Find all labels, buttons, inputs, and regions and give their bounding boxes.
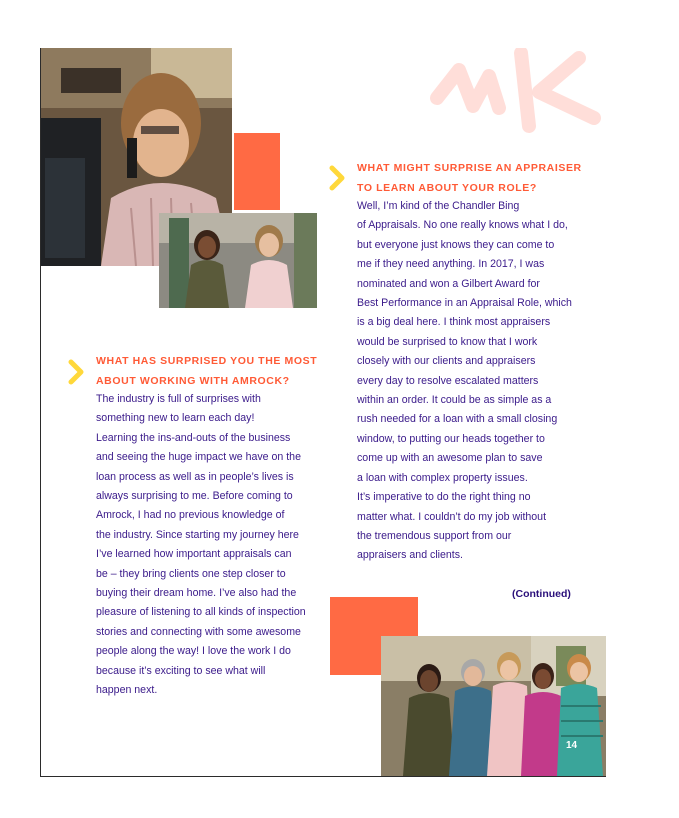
section-right-body: Well, I’m kind of the Chandler Bing of Appraisals. No one really knows what I do, but everyone just knows they can come to me if they need anything. In 2017, I was nominated and won a Gilbert Award for Best Performance in an Appraisal Role, which is a big deal here. I think most appraisers would be surprised to know that I work closely with our clients and appraisers every day to resolve escalated matters within an order. It could be as simple as a rush needed for a loan with a small closing window, to putting our heads together to come up with an awesome plan to save a loan with complex property issues. It’s imperative to do the right thing no matter what. I couldn’t do my job without the tremendous support from our appraisers and clients.	[357, 200, 572, 562]
orange-accent-block-top	[234, 133, 280, 210]
photo-group-of-women	[381, 636, 606, 776]
section-right-heading: WHAT MIGHT SURPRISE AN APPRAISER TO LEARN ABOUT YOUR ROLE?	[357, 162, 582, 194]
logo-watermark-icon	[429, 48, 606, 138]
chevron-right-icon	[68, 359, 86, 385]
page-number: 14	[566, 740, 578, 751]
section-left-body: The industry is full of surprises with something new to learn each day! Learning the ins-and-outs of the business and seeing the huge impact we have on the loan process as well as in people’s lives is always surprising to me. Before coming to Amrock, I had no previous knowledge of the industry. Since starting my journey here I’ve learned how important appraisals can be – they bring clients one step closer to buying their dream home. I’ve also had the pleasure of listening to all kinds of inspection stories and connecting with some awesome people along the way! I love the work I do because it’s exciting to see what will happen next.	[96, 393, 306, 697]
section-left-heading: WHAT HAS SURPRISED YOU THE MOST ABOUT WORKING WITH AMROCK?	[96, 355, 318, 387]
chevron-right-icon	[329, 165, 347, 191]
photo-two-women-talking	[159, 213, 317, 308]
continued-label: (Continued)	[512, 588, 571, 600]
page	[40, 48, 606, 777]
